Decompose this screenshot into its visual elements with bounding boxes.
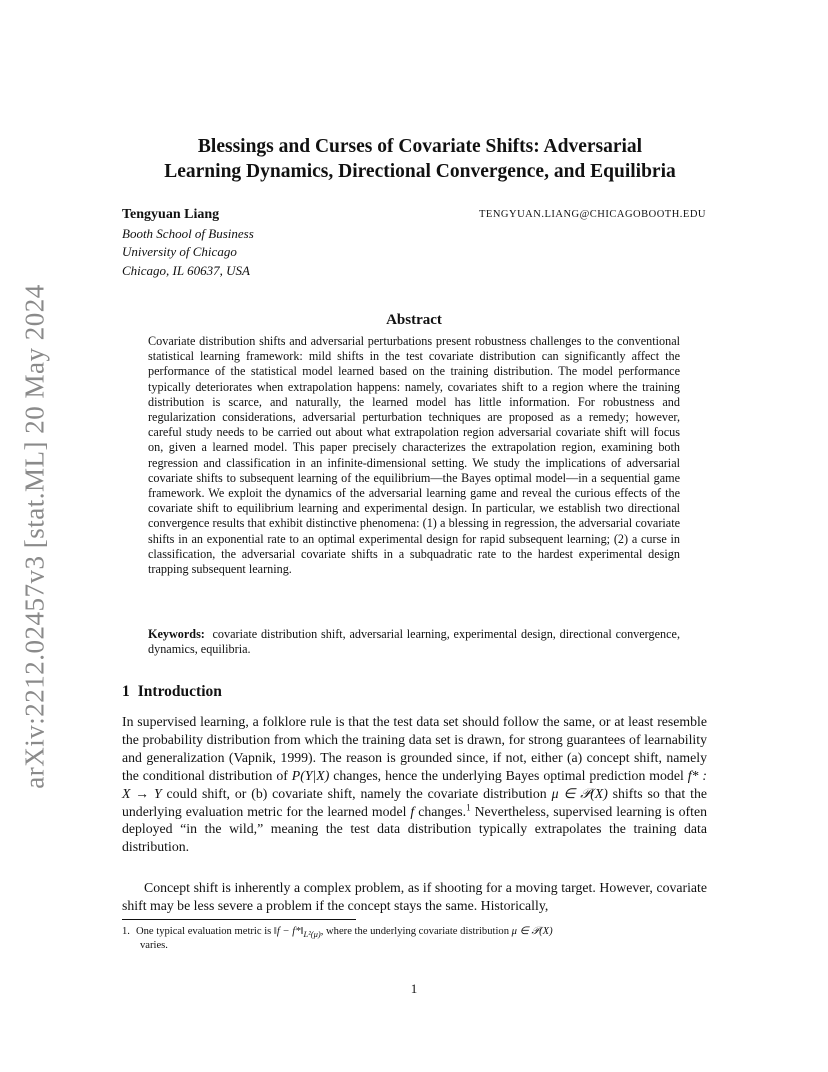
footnote-math-2: μ ∈ 𝒫(X) [511,926,553,937]
keywords-label: Keywords: [148,627,205,641]
paper-title [110,134,730,184]
footnote-math-1: ‖f − f*‖ [273,926,304,937]
page-number: 1 [410,981,418,996]
footnote [122,925,707,953]
keywords-list: covariate distribution shift, adversarial learning, experimental design, directional convergence, dynamics, equilibria. [148,627,680,657]
footnote-reference[interactable]: 1 [466,801,471,812]
section-title: Introduction [137,683,222,700]
intro-p1-math-4: f [410,803,415,819]
intro-p1-text-c: could shift, or (b) covariate shift, namely the covariate distribution [161,785,552,801]
footnote-math-1-subscript: L²(μ) [303,929,321,940]
intro-p1-math-2: f* : X → Y [122,767,707,801]
arxiv-identifier-stamp [8,0,62,1072]
keywords [148,627,680,657]
author-block [122,206,254,280]
footnote-text-c: varies. [140,940,168,951]
intro-p1-text-d: shifts so that the underlying evaluation metric for the learned model [122,785,707,819]
author-name: Tengyuan Liang [122,207,220,222]
intro-p1-text-e: changes. [414,803,467,819]
arxiv-identifier-text: arXiv:2212.02457v3 [stat.ML] 20 May 2024 [19,283,50,789]
affiliation-university: University of Chicago [122,244,237,259]
abstract-heading: Abstract [386,312,442,328]
intro-p1-math-3: μ ∈ 𝒫(X) [551,785,608,801]
affiliation-address: Chicago, IL 60637, USA [122,262,250,278]
intro-paragraph-2: Concept shift is inherently a complex problem, as if shooting for a moving target. However, covariate shift may be less severe a problem if the concept stays the same. Historically, [122,880,707,913]
footnote-text-b: , where the underlying covariate distribution [320,926,512,937]
intro-p1-text-a: In supervised learning, a folklore rule is that the test data set should follow the same, or at least resemble the probability distribution from which the training data set is drawn, for strong guarantees of learnability and generalization (Vapnik, 1999). The reason is grounded since, if not, either (a) concept shift, namely the conditional distribution of [122,714,707,783]
section-heading [122,683,222,701]
footnote-number: 1. [122,926,130,937]
footnote-text-a: One typical evaluation metric is [135,926,274,937]
intro-paragraph-1 [122,713,707,856]
title-line-1: Blessings and Curses of Covariate Shifts: Adversarial [197,136,643,157]
section-number: 1 [122,683,130,700]
abstract-text: Covariate distribution shifts and adversarial perturbations present robustness challenges to the conventional statistical learning framework: mild shifts in the test covariate distribution can significantly affect the performance of the statistical model learned based on the training distribution. The model performance typically deteriorates when extrapolation happens: namely, covariates shift to a region where the training distribution is scarce, and naturally, the learned model has little information. For robustness and regularization considerations, adversarial perturbation techniques are proposed as a remedy; however, careful study needs to be carried out about what extrapolation region adversarial covariate shift will focus on, given a learned model. This paper precisely characterizes the extrapolation region, examining both regression and classification in an infinite-dimensional setting. We study the implications of adversarial covariate shifts to subsequent learning of the equilibrium—the Bayes optimal model—in a sequential game framework. We exploit the dynamics of the adversarial learning game and reveal the curious effects of the covariate shift to equilibrium learning and experimental design. In particular, we establish two directional convergence results that exhibit distinctive phenomena: (1) a blessing in regression, the adversarial covariate shifts in an exponential rate to an optimal experimental design for rapid subsequent learning; (2) a curse in classification, the adversarial covariate shifts in a subquadratic rate to the hardest experimental design trapping subsequent learning. [148,334,680,577]
intro-p1-math-1: P(Y|X) [291,767,330,783]
affiliation-school: Booth School of Business [122,225,254,241]
title-line-2: Learning Dynamics, Directional Convergence, and Equilibria [164,161,676,182]
footnote-divider [122,919,356,920]
author-email: TENGYUAN.LIANG@CHICAGOBOOTH.EDU [479,209,706,220]
intro-p1-text-b: changes, hence the underlying Bayes optimal prediction model [329,767,688,783]
intro-p1-text-f: Nevertheless, supervised learning is often deployed “in the wild,” meaning the test data distribution typically extrapolates the training data distribution. [122,803,707,855]
